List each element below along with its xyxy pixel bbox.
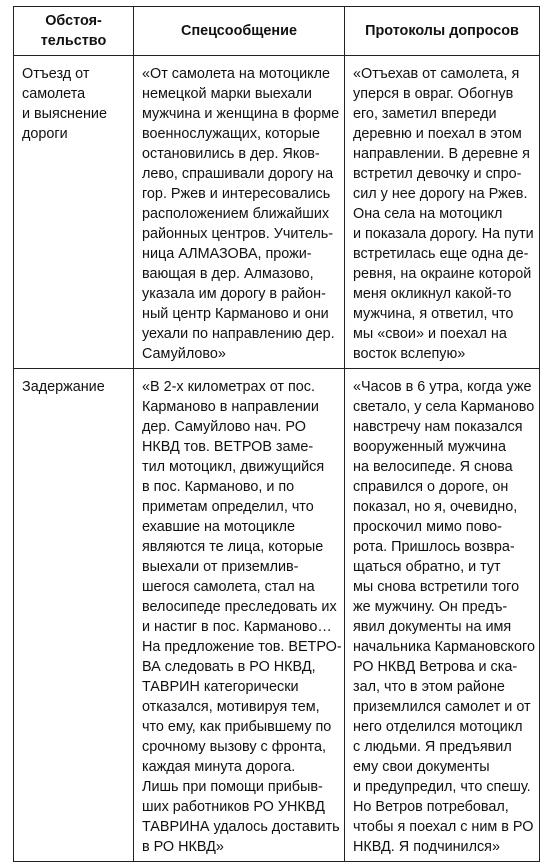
- special-report-line: военнослужащих, которые: [142, 126, 320, 142]
- special-report-cell: [134, 56, 345, 369]
- interrogation-line: начальника Кармановского: [353, 639, 535, 655]
- special-report-line: ный центр Карманово и они: [142, 306, 329, 322]
- interrogation-line: «Часов в 6 утра, когда уже: [353, 379, 532, 395]
- interrogation-line: сил у нее дорогу на Ржев.: [353, 186, 528, 202]
- special-report-line: ница АЛМАЗОВА, прожи-: [142, 246, 312, 262]
- interrogation-line: и предупредил, что спешу.: [353, 779, 531, 795]
- circumstance-line: самолета: [22, 86, 86, 102]
- header-row: [14, 7, 540, 56]
- interrogation-line: чтобы я поехал с ним в РО: [353, 819, 534, 835]
- interrogation-line: показал, но я, очевидно,: [353, 499, 518, 515]
- special-report-line: лево, спрашивали дорогу на: [142, 166, 334, 182]
- circumstance-line: Отъезд от: [22, 66, 90, 82]
- special-report-line: в пос. Карманово, и по: [142, 479, 295, 495]
- special-report-line: Самуйлово»: [142, 346, 226, 362]
- interrogation-line: справился о дороге, он: [353, 479, 509, 495]
- interrogation-line: же мужчину. Он предъ-: [353, 599, 508, 615]
- interrogation-line: мужчина, я ответил, что: [353, 306, 514, 322]
- interrogation-line: направлении. В деревне я: [353, 146, 530, 162]
- interrogation-line: «Отъехав от самолета, я: [353, 66, 520, 82]
- special-report-line: отказался, мотивируя тем,: [142, 699, 320, 715]
- interrogation-line: на велосипеде. Я снова: [353, 459, 513, 475]
- interrogation-line: восток вслепую»: [353, 346, 466, 362]
- special-report-line: шегося самолета, стал на: [142, 579, 315, 595]
- interrogation-line: ревня, на окраине которой: [353, 266, 532, 282]
- circumstance-cell: [14, 56, 134, 369]
- special-report-line: вающая в дер. Алмазово,: [142, 266, 314, 282]
- special-report-line: немецкой марки выехали: [142, 86, 312, 102]
- special-report-line: являются те лица, которые: [142, 539, 324, 555]
- interrogation-line: его, заметил впереди: [353, 106, 497, 122]
- interrogation-line: щаться обратно, и тут: [353, 559, 501, 575]
- circumstance-cell: [14, 369, 134, 862]
- interrogation-line: рота. Пришлось возвра-: [353, 539, 515, 555]
- special-report-line: мужчина и женщина в форме: [142, 106, 340, 122]
- special-report-line: указала им дорогу в район-: [142, 286, 326, 302]
- header-special-report-label: Спецсообщение: [181, 23, 297, 39]
- special-report-line: ВА следовать в РО НКВД,: [142, 659, 316, 675]
- special-report-line: выехали от приземлив-: [142, 559, 299, 575]
- special-report-line: каждая минута дорога.: [142, 759, 296, 775]
- interrogation-line: деревню и поехал в этом: [353, 126, 522, 142]
- special-report-cell: [134, 369, 345, 862]
- interrogation-line: РО НКВД Ветрова и ска-: [353, 659, 518, 675]
- special-report-line: Карманово в направлении: [142, 399, 319, 415]
- special-report-line: и настиг в пос. Карманово…: [142, 619, 332, 635]
- special-report-line: «От самолета на мотоцикле: [142, 66, 331, 82]
- special-report-line: районных центров. Учитель-: [142, 226, 334, 242]
- header-circumstance: [14, 7, 134, 56]
- interrogation-line: мы «свои» и поехал на: [353, 326, 507, 342]
- special-report-line: что ему, как прибывшему по: [142, 719, 332, 735]
- interrogation-line: встретилась еще одна де-: [353, 246, 529, 262]
- circumstance-line: Задержание: [22, 379, 105, 395]
- special-report-line: уехали по направлению дер.: [142, 326, 335, 342]
- comparison-table: [13, 6, 540, 862]
- header-interrogation-protocols: [345, 7, 540, 56]
- interrogation-cell: [345, 369, 540, 862]
- table-row: [14, 56, 540, 369]
- interrogation-line: и показала дорогу. На пути: [353, 226, 534, 242]
- special-report-line: расположением ближайших: [142, 206, 330, 222]
- interrogation-line: навстречу нам показался: [353, 419, 523, 435]
- interrogation-line: светало, у села Карманово: [353, 399, 535, 415]
- special-report-line: На предложение тов. ВЕТРО-: [142, 639, 342, 655]
- interrogation-line: мы снова встретили того: [353, 579, 520, 595]
- special-report-line: ехавшие на мотоцикле: [142, 519, 296, 535]
- special-report-line: тил мотоцикл, движущийся: [142, 459, 325, 475]
- interrogation-line: проскочил мимо пово-: [353, 519, 502, 535]
- interrogation-line: меня окликнул какой-то: [353, 286, 512, 302]
- special-report-line: срочному вызову с фронта,: [142, 739, 326, 755]
- interrogation-cell: [345, 56, 540, 369]
- special-report-line: Лишь при помощи прибыв-: [142, 779, 323, 795]
- interrogation-line: приземлился самолет и от: [353, 699, 531, 715]
- interrogation-line: него отделился мотоцикл: [353, 719, 523, 735]
- special-report-line: ТАВРИН категорически: [142, 679, 299, 695]
- special-report-line: остановились в дер. Яков-: [142, 146, 320, 162]
- special-report-line: ших работников РО УНКВД: [142, 799, 325, 815]
- interrogation-line: с людьми. Я предъявил: [353, 739, 512, 755]
- header-circumstance-line: тельство: [40, 33, 107, 49]
- interrogation-line: зал, что в этом районе: [353, 679, 505, 695]
- special-report-line: гор. Ржев и интересовались: [142, 186, 331, 202]
- header-interrogation-label: Протоколы допросов: [365, 23, 519, 39]
- special-report-line: приметам определил, что: [142, 499, 314, 515]
- special-report-line: «В 2-х километрах от пос.: [142, 379, 315, 395]
- circumstance-line: и выяснение: [22, 106, 107, 122]
- interrogation-line: встретил девочку и спро-: [353, 166, 522, 182]
- interrogation-line: вооруженный мужчина: [353, 439, 506, 455]
- special-report-line: ТАВРИНА удалось доставить: [142, 819, 340, 835]
- special-report-line: дер. Самуйлово нач. РО: [142, 419, 306, 435]
- interrogation-line: Но Ветров потребовал,: [353, 799, 509, 815]
- interrogation-line: уперся в овраг. Обогнув: [353, 86, 514, 102]
- header-circumstance-line: Обстоя-: [45, 13, 102, 29]
- interrogation-line: Она села на мотоцикл: [353, 206, 503, 222]
- special-report-line: в РО НКВД»: [142, 839, 224, 855]
- header-special-report: [134, 7, 345, 56]
- interrogation-line: ему свои документы: [353, 759, 490, 775]
- interrogation-line: НКВД. Я подчинился»: [353, 839, 500, 855]
- table-row: [14, 369, 540, 862]
- special-report-line: велосипеде преследовать их: [142, 599, 337, 615]
- interrogation-line: явил документы на имя: [353, 619, 512, 635]
- circumstance-line: дороги: [22, 126, 68, 142]
- special-report-line: НКВД тов. ВЕТРОВ заме-: [142, 439, 314, 455]
